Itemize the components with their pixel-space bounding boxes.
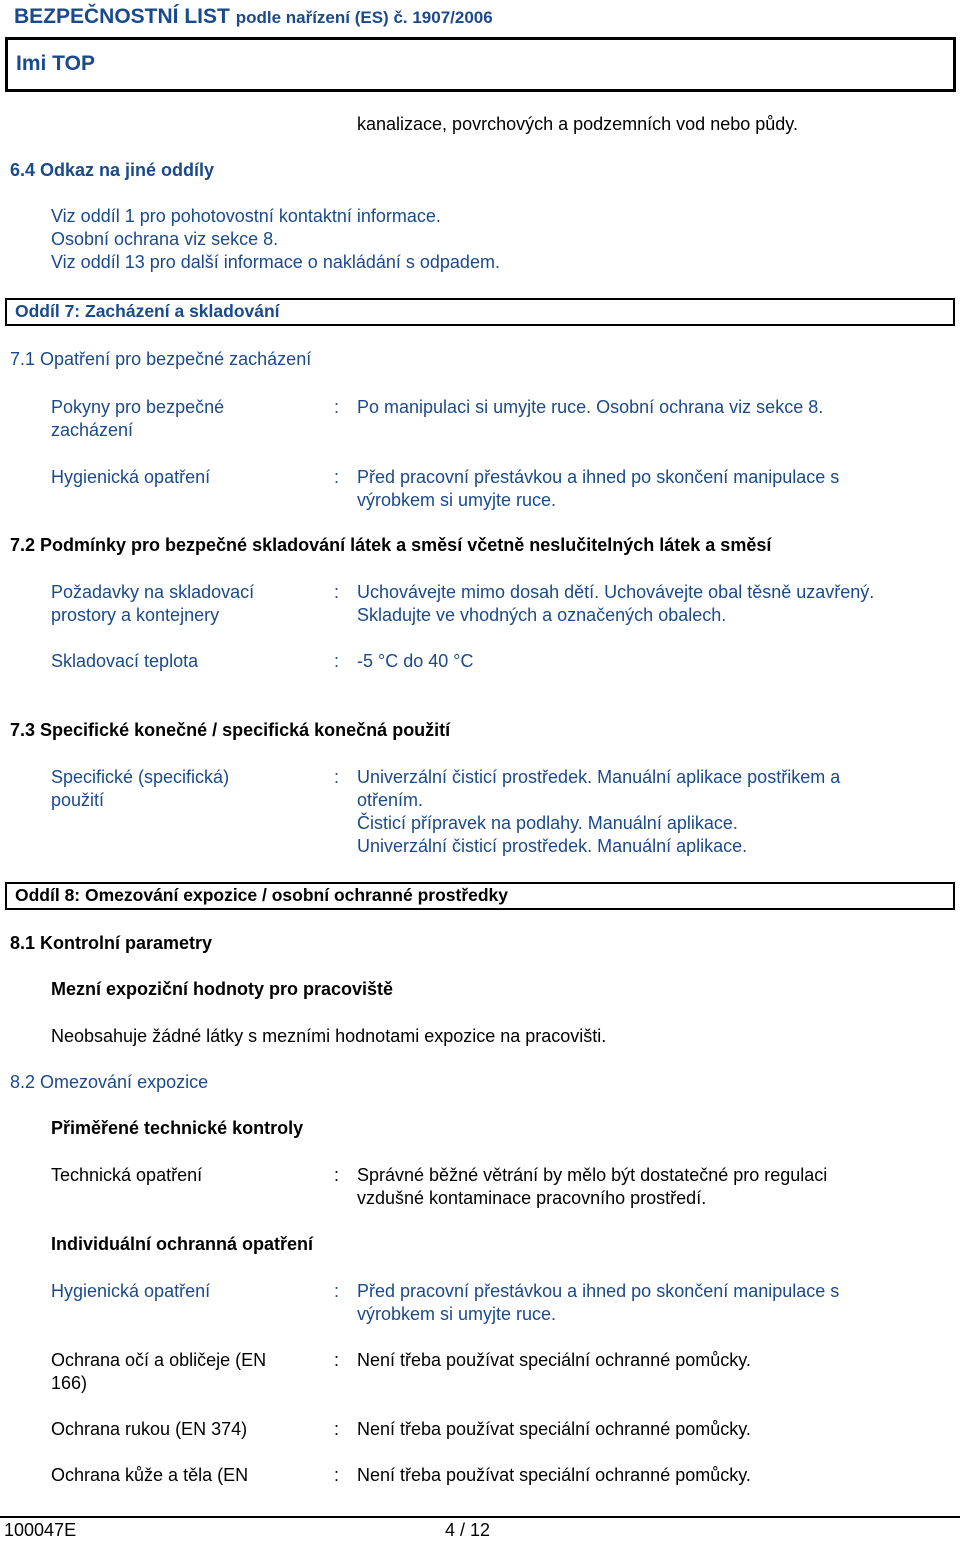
row-storage-label-2: prostory a kontejnery bbox=[51, 605, 220, 625]
colon: : bbox=[334, 467, 340, 487]
colon: : bbox=[334, 1281, 340, 1301]
row-technical-measures-value-2: vzdušné kontaminace pracovního prostředí. bbox=[357, 1188, 707, 1208]
subsection-8-2-heading: 8.2 Omezování expozice bbox=[10, 1072, 209, 1092]
subsection-7-3-heading: 7.3 Specifické konečné / specifická konečná použití bbox=[10, 720, 451, 740]
row-storage-value-1: Uchovávejte mimo dosah dětí. Uchovávejte obal těsně uzavřený. bbox=[357, 582, 875, 602]
ppe-heading: Individuální ochranná opatření bbox=[51, 1234, 314, 1254]
colon: : bbox=[334, 1165, 340, 1185]
section-7-header bbox=[5, 298, 955, 326]
subsection-7-1-heading: 7.1 Opatření pro bezpečné zacházení bbox=[10, 349, 312, 369]
row-storage-label-1: Požadavky na skladovací bbox=[51, 582, 255, 602]
row-hygiene-value-2: výrobkem si umyjte ruce. bbox=[357, 490, 557, 510]
document-id: 100047E bbox=[4, 1520, 77, 1540]
colon: : bbox=[334, 1465, 340, 1485]
page-number: 4 / 12 bbox=[445, 1520, 491, 1540]
row-eye-protection-value: Není třeba používat speciální ochranné pomůcky. bbox=[357, 1350, 751, 1370]
sds-title: BEZPEČNOSTNÍ LIST bbox=[14, 5, 230, 28]
row-storage-temp-value: -5 °C do 40 °C bbox=[357, 651, 474, 671]
row-safe-handling-label-2: zacházení bbox=[51, 420, 134, 440]
section-8-title: Oddíl 8: Omezování expozice / osobní ochranné prostředky bbox=[15, 885, 509, 905]
colon: : bbox=[334, 582, 340, 602]
section-7-title: Oddíl 7: Zacházení a skladování bbox=[15, 301, 280, 321]
row-specific-use-label-1: Specifické (specifická) bbox=[51, 767, 230, 787]
row-specific-use-value-2: otřením. bbox=[357, 790, 424, 810]
document-title bbox=[14, 5, 493, 29]
colon: : bbox=[334, 767, 340, 787]
row-hand-protection-value: Není třeba používat speciální ochranné pomůcky. bbox=[357, 1419, 751, 1439]
row-technical-measures-label: Technická opatření bbox=[51, 1165, 203, 1185]
row-specific-use-label-2: použití bbox=[51, 790, 105, 810]
colon: : bbox=[334, 1350, 340, 1370]
exposure-limits-text: Neobsahuje žádné látky s mezními hodnotami expozice na pracovišti. bbox=[51, 1026, 607, 1046]
s6-line-3: Viz oddíl 13 pro další informace o nakládání s odpadem. bbox=[51, 252, 500, 272]
row-hygiene-label: Hygienická opatření bbox=[51, 467, 211, 487]
row-specific-use-value-3: Čisticí přípravek na podlahy. Manuální aplikace. bbox=[357, 813, 738, 833]
row-eye-protection-label-1: Ochrana očí a obličeje (EN bbox=[51, 1350, 267, 1370]
subsection-7-2-heading: 7.2 Podmínky pro bezpečné skladování látek a směsí včetně neslučitelných látek a směsí bbox=[10, 535, 772, 555]
row-skin-protection-value: Není třeba používat speciální ochranné pomůcky. bbox=[357, 1465, 751, 1485]
product-name-box bbox=[5, 37, 956, 92]
row-hygiene-measures-value-2: výrobkem si umyjte ruce. bbox=[357, 1304, 557, 1324]
product-name: Imi TOP bbox=[16, 52, 95, 75]
exposure-limits-heading: Mezní expoziční hodnoty pro pracoviště bbox=[51, 979, 394, 999]
row-skin-protection-label: Ochrana kůže a těla (EN bbox=[51, 1465, 249, 1485]
subsection-8-1-heading: 8.1 Kontrolní parametry bbox=[10, 933, 213, 953]
colon: : bbox=[334, 397, 340, 417]
row-hand-protection-label: Ochrana rukou (EN 374) bbox=[51, 1419, 248, 1439]
row-safe-handling-label-1: Pokyny pro bezpečné bbox=[51, 397, 225, 417]
s6-line-1: Viz oddíl 1 pro pohotovostní kontaktní informace. bbox=[51, 206, 441, 226]
s6-line-2: Osobní ochrana viz sekce 8. bbox=[51, 229, 279, 249]
colon: : bbox=[334, 651, 340, 671]
row-storage-temp-label: Skladovací teplota bbox=[51, 651, 199, 671]
row-hygiene-value-1: Před pracovní přestávkou a ihned po skončení manipulace s bbox=[357, 467, 840, 487]
row-hygiene-measures-label: Hygienická opatření bbox=[51, 1281, 211, 1301]
row-technical-measures-value-1: Správné běžné větrání by mělo být dostatečné pro regulaci bbox=[357, 1165, 828, 1185]
regulation-reference: podle nařízení (ES) č. 1907/2006 bbox=[235, 8, 493, 27]
row-storage-value-2: Skladujte ve vhodných a označených obalech. bbox=[357, 605, 727, 625]
engineering-controls-heading: Přiměřené technické kontroly bbox=[51, 1118, 304, 1138]
colon: : bbox=[334, 1419, 340, 1439]
footer-divider bbox=[0, 1516, 960, 1518]
subsection-6-4-heading: 6.4 Odkaz na jiné oddíly bbox=[10, 160, 215, 180]
row-specific-use-value-4: Univerzální čisticí prostředek. Manuální aplikace. bbox=[357, 836, 748, 856]
section-8-header bbox=[5, 882, 955, 910]
section6-continuation: kanalizace, povrchových a podzemních vod nebo půdy. bbox=[357, 114, 798, 134]
row-specific-use-value-1: Univerzální čisticí prostředek. Manuální aplikace postřikem a bbox=[357, 767, 841, 787]
row-hygiene-measures-value-1: Před pracovní přestávkou a ihned po skončení manipulace s bbox=[357, 1281, 840, 1301]
row-eye-protection-label-2: 166) bbox=[51, 1373, 88, 1393]
row-safe-handling-value: Po manipulaci si umyjte ruce. Osobní ochrana viz sekce 8. bbox=[357, 397, 824, 417]
